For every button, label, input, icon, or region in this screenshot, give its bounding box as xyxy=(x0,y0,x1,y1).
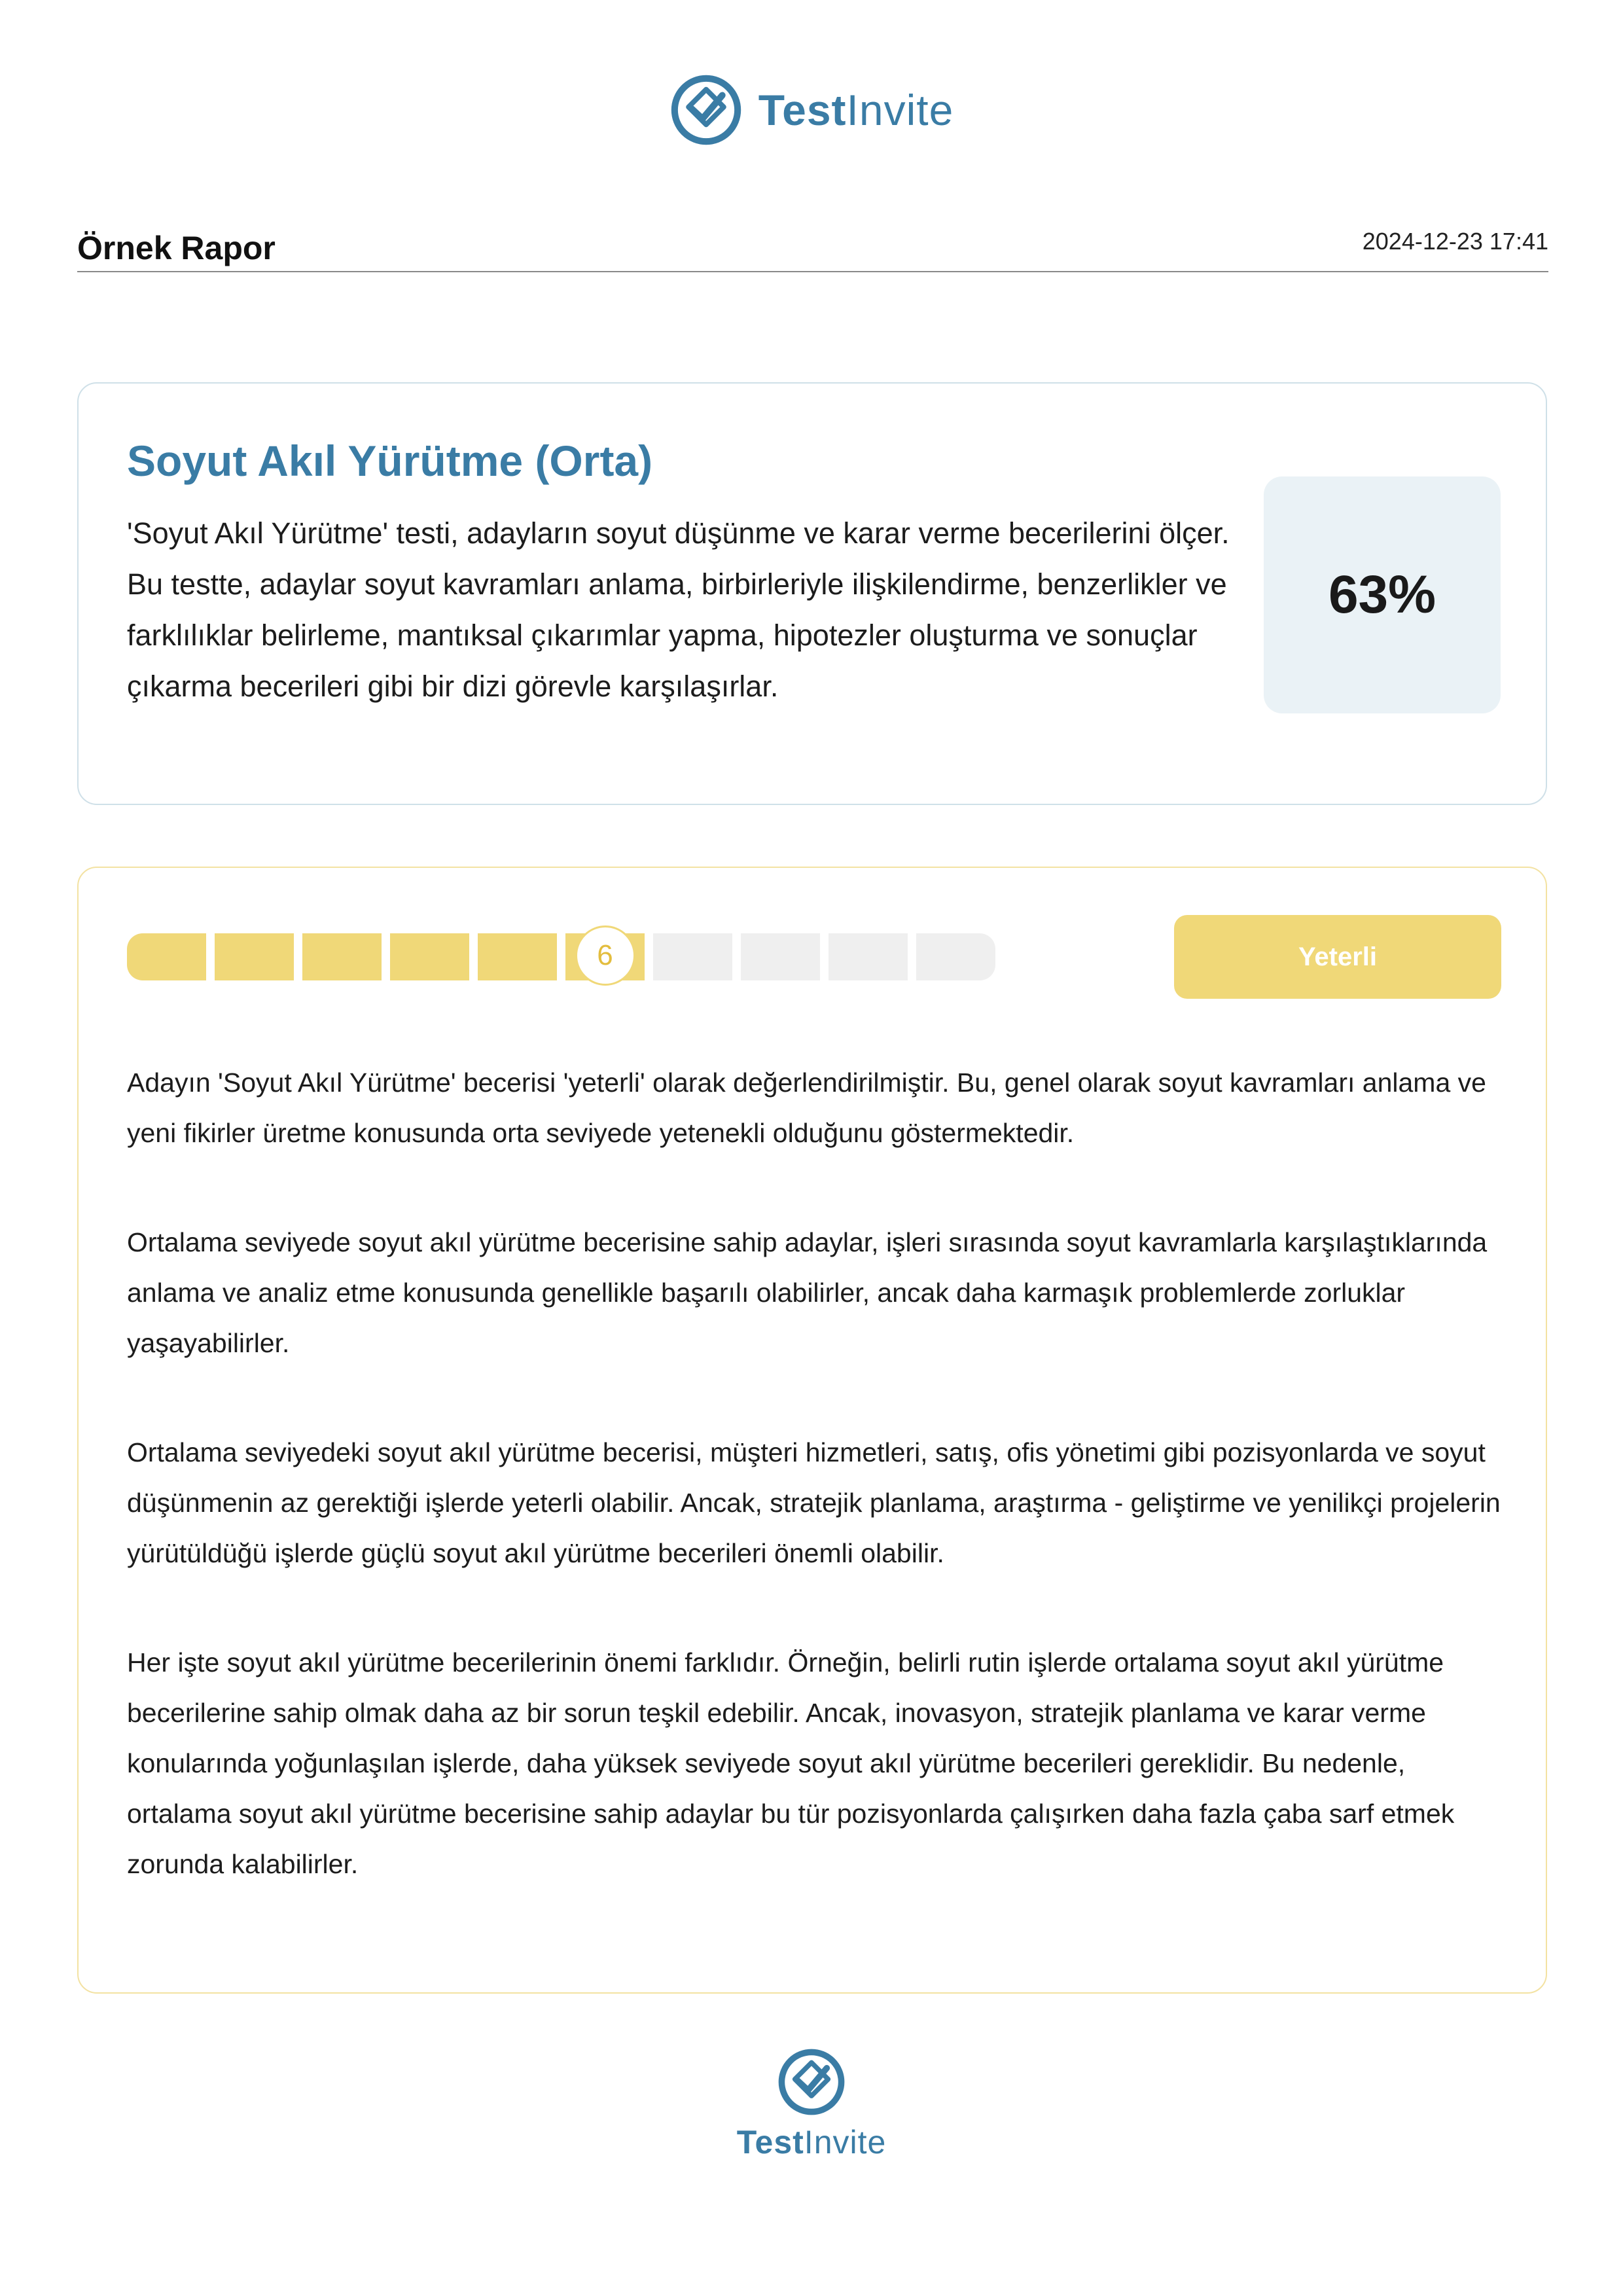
report-title: Örnek Rapor xyxy=(77,230,276,266)
test-description: 'Soyut Akıl Yürütme' testi, adayların soyut düşünme ve karar verme becerilerini ölçer. Bu testte, adaylar soyut kavramları anlama, birbirleriyle ilişkilendirme, benzerlikler ve farklılıklar belirleme, mantıksal çıkarımlar yapma, hipotezler oluşturma ve sonuçlar çıkarma becerileri gibi bir dizi görevle karşılaşırlar. xyxy=(127,516,1230,703)
evaluation-text xyxy=(127,1058,1508,1948)
header-logo xyxy=(0,73,1623,147)
score-box xyxy=(1264,476,1501,713)
level-marker: 6 xyxy=(575,925,635,986)
level-scale xyxy=(127,933,995,980)
level-badge: Yeterli xyxy=(1174,915,1501,999)
evaluation-paragraph: Ortalama seviyede soyut akıl yürütme becerisine sahip adaylar, işleri sırasında soyut kavramlarla karşılaştıklarında anlama ve analiz etme konusunda genellikle başarılı olabilirler, ancak daha karmaşık problemlerde zorluklar yaşayabilirler. xyxy=(127,1227,1488,1358)
brand-name-bold: Test xyxy=(736,2124,804,2161)
test-summary-card xyxy=(77,382,1547,805)
scale-segment xyxy=(390,933,469,980)
test-title: Soyut Akıl Yürütme (Orta) xyxy=(127,437,653,485)
evaluation-paragraph: Her işte soyut akıl yürütme becerilerinin önemi farklıdır. Örneğin, belirli rutin işlerde ortalama soyut akıl yürütme becerilerine sahip olmak daha az bir sorun teşkil edebilir. Ancak, inovasyon, stratejik planlama ve karar verme konularında yoğunlaşılan işlerde, daha yüksek seviyede soyut akıl yürütme becerileri gereklidir. Bu nedenle, ortalama soyut akıl yürütme becerisine sahip adaylar bu tür pozisyonlarda çalışırken daha fazla çaba sarf etmek zorunda kalabilirler. xyxy=(127,1647,1455,1879)
report-date: 2024-12-23 17:41 xyxy=(1362,228,1548,255)
check-badge-icon xyxy=(777,2047,846,2117)
scale-segment xyxy=(741,933,820,980)
scale-segment xyxy=(302,933,382,980)
check-badge-icon xyxy=(669,73,743,147)
brand-name-light: Invite xyxy=(846,86,954,134)
footer-logo xyxy=(0,2047,1623,2159)
evaluation-card xyxy=(77,867,1547,1994)
score-value: 63% xyxy=(1328,565,1436,624)
brand-wordmark xyxy=(737,2126,887,2159)
scale-segment xyxy=(478,933,557,980)
scale-segment xyxy=(127,933,206,980)
scale-segment xyxy=(653,933,732,980)
evaluation-paragraph: Adayın 'Soyut Akıl Yürütme' becerisi 'yeterli' olarak değerlendirilmiştir. Bu, genel olarak soyut kavramları anlama ve yeni fikirler üretme konusunda orta seviyede yetenekli olduğunu göstermektedir. xyxy=(127,1067,1486,1148)
report-header xyxy=(77,223,1548,272)
evaluation-paragraph: Ortalama seviyedeki soyut akıl yürütme becerisi, müşteri hizmetleri, satış, ofis yönetimi gibi pozisyonlarda ve soyut düşünmenin az gerektiği işlerde yeterli olabilir. Ancak, stratejik planlama, araştırma - geliştirme ve yenilikçi projelerin yürütüldüğü işlerde güçlü soyut akıl yürütme becerileri önemli olabilir. xyxy=(127,1437,1501,1568)
brand-name-light: Invite xyxy=(804,2124,887,2161)
brand-wordmark xyxy=(758,88,954,132)
scale-segment xyxy=(215,933,294,980)
scale-segment xyxy=(829,933,908,980)
scale-segment xyxy=(916,933,995,980)
brand-name-bold: Test xyxy=(758,86,847,134)
